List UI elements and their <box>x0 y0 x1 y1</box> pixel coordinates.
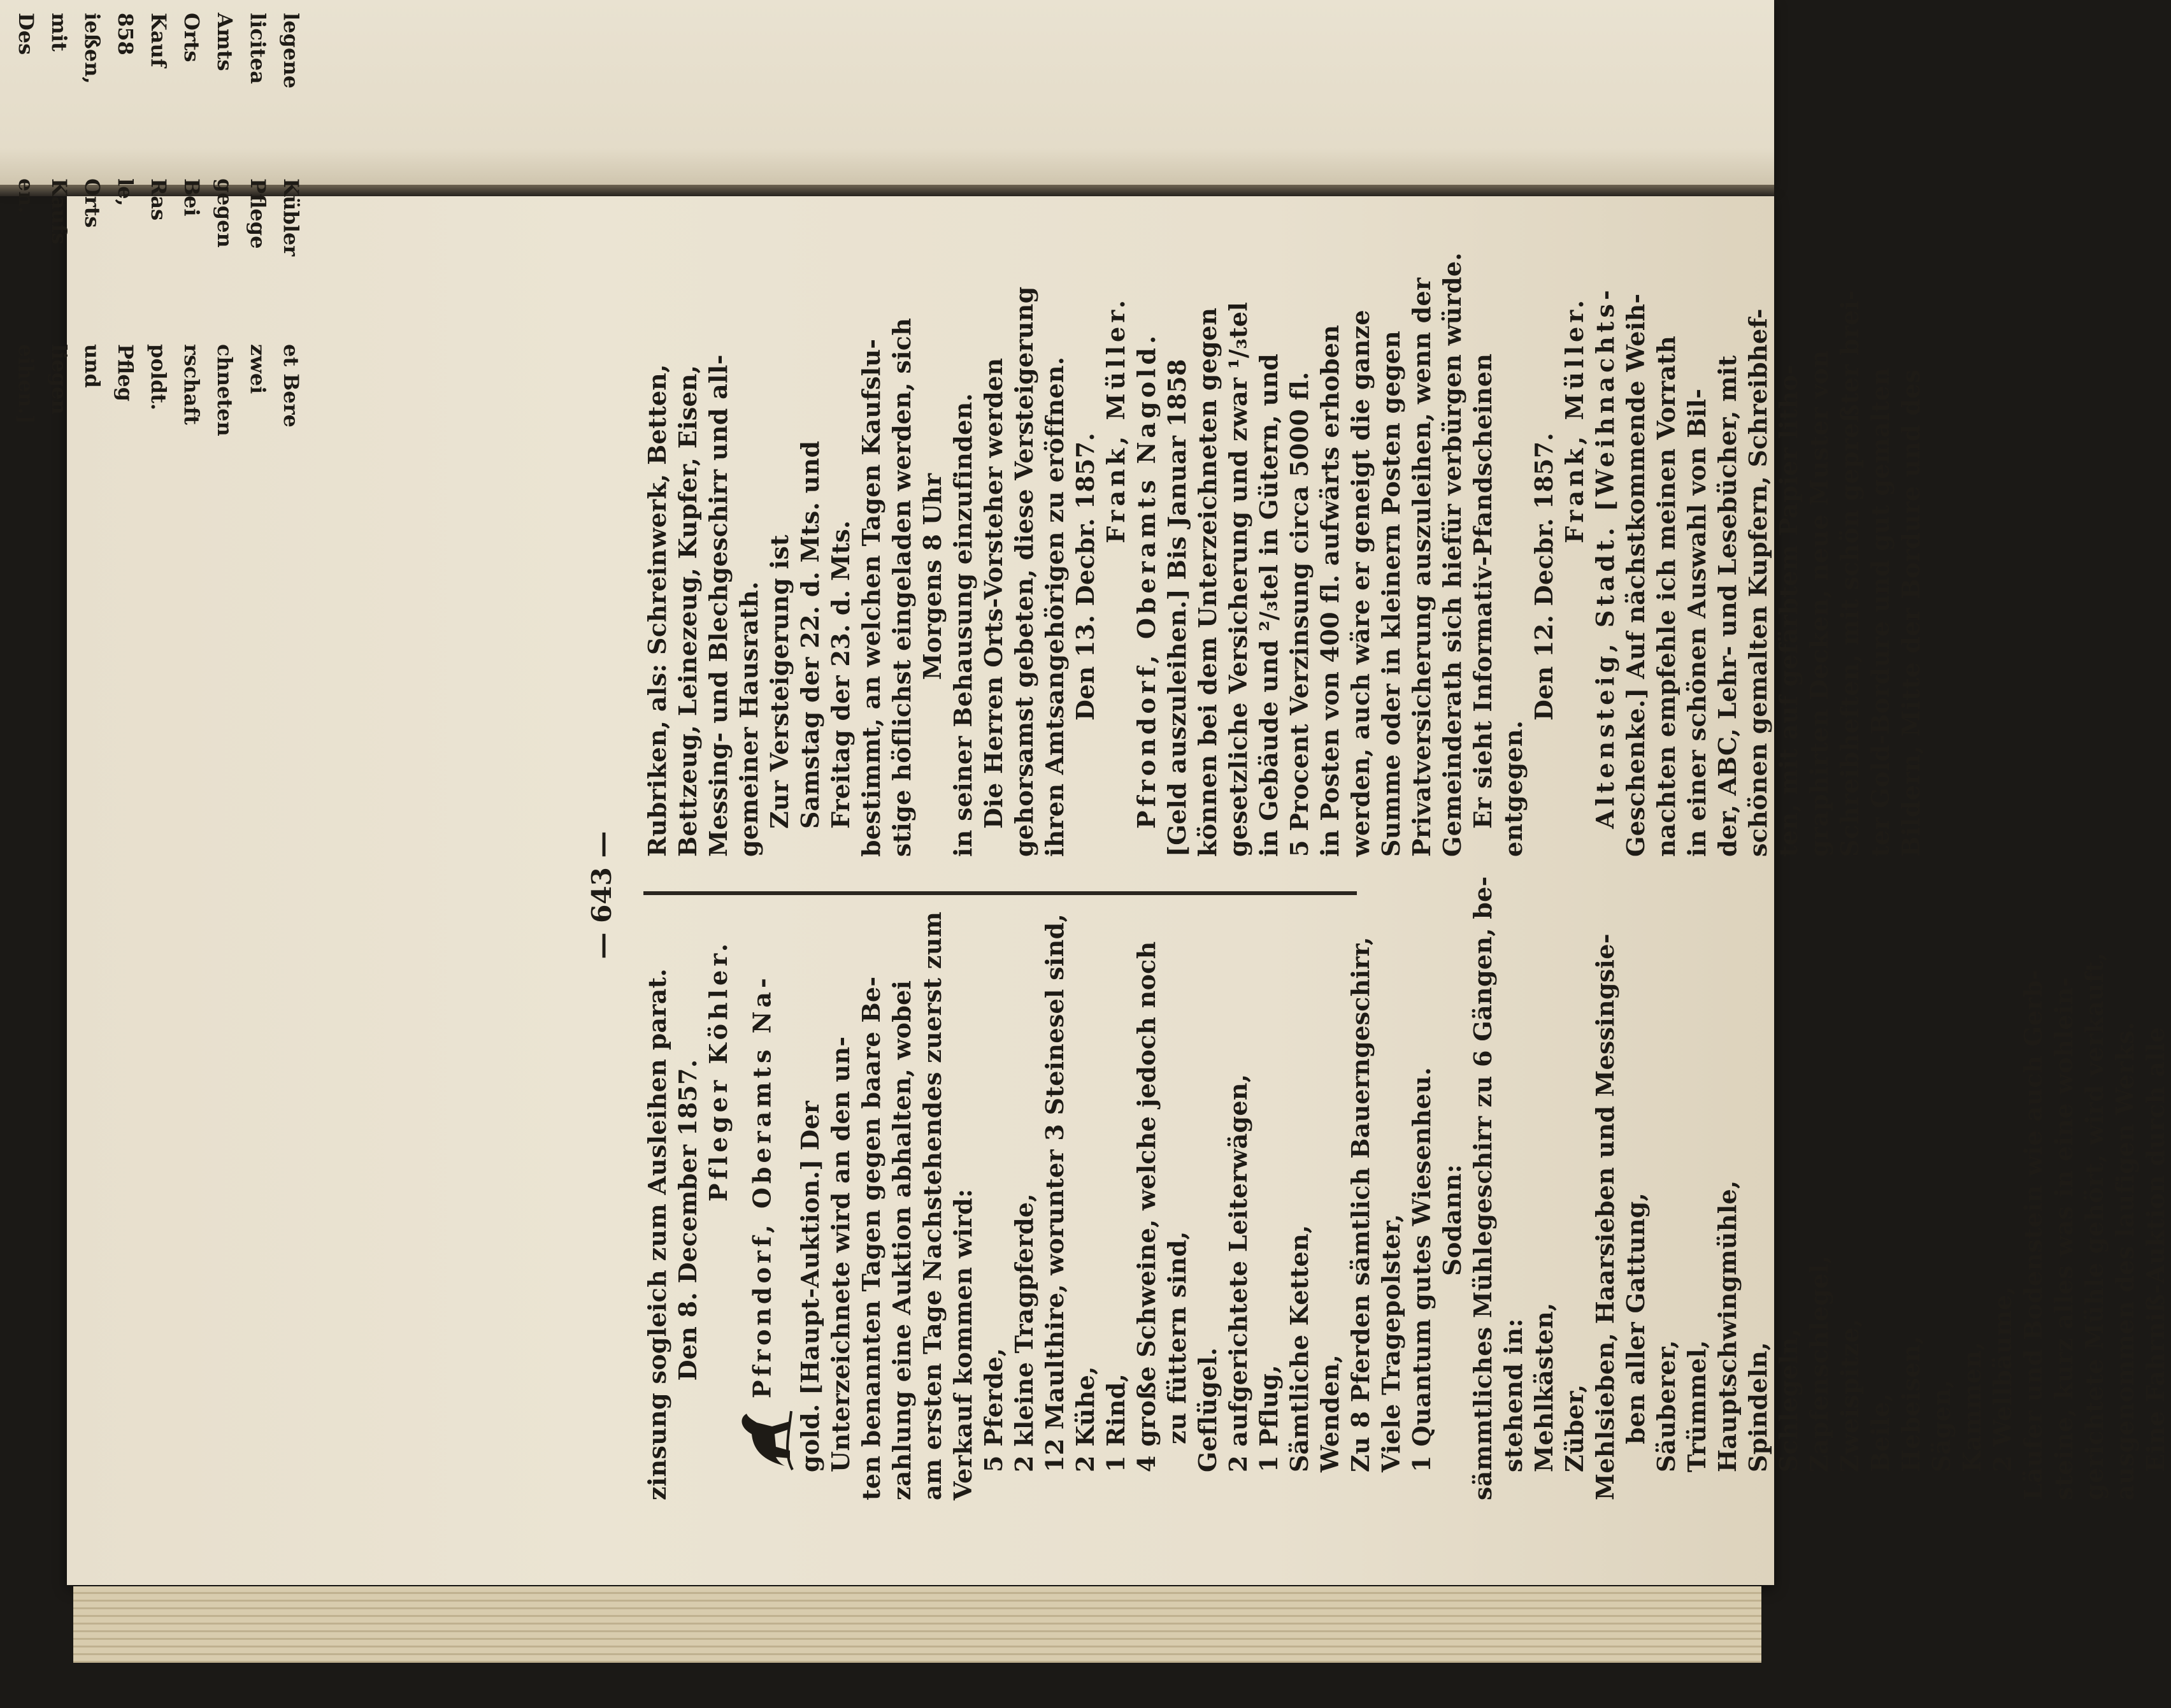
left-column-line: Spindeln, <box>1744 1342 1772 1472</box>
right-column-line: Altensteig, Stadt. [Weihnachts- <box>1591 286 1619 829</box>
facing-page-fragment: Pfleg <box>113 344 138 402</box>
left-column-line: Sodann: <box>1438 1164 1466 1276</box>
facing-page-fragments <box>0 0 303 1708</box>
facing-page-fragment: Bei <box>180 178 204 217</box>
facing-page-fragment: Kauf <box>147 13 171 68</box>
facing-page-fragment: 858 <box>113 13 138 55</box>
left-column-line: 1 Pflug, <box>1254 1365 1283 1472</box>
facing-page-fragment: ießen, <box>80 13 104 84</box>
left-column-line: steine, kurz alles was in eine wohlein- <box>2049 977 2078 1500</box>
page-edges <box>73 1586 1761 1663</box>
left-column-line: Eine Fahrniß-Auktion durch alle <box>2141 1026 2170 1472</box>
page-text <box>567 239 2170 1532</box>
left-column <box>642 876 2171 1500</box>
right-column-line: gehorsamst gebeten, diese Versteigerung <box>1010 286 1038 857</box>
left-column-line: 2 Kühe, <box>1071 1366 1100 1472</box>
facing-page-fragment: Orts <box>80 178 104 228</box>
right-column-line: Bildern, Mitte der Bordure und des <box>1896 369 1925 857</box>
page-number: — 643 — <box>586 831 617 959</box>
right-column-line: schönen gemalten Kupfern, Schreibhef- <box>1744 308 1772 857</box>
right-column-line: Geschenke.] Auf nächstkommende Weih- <box>1621 293 1650 857</box>
right-column-line: Privatversicherung auszuleihen, wenn der <box>1407 277 1436 857</box>
left-column-line: Hauptschwingmühle, <box>1713 1180 1742 1472</box>
left-column-line: 1 Rind, <box>1101 1373 1130 1472</box>
left-column-line: gerichtete Mühle gehört, wird verkauft, <box>2080 952 2109 1500</box>
right-column-line: Zur Versteigerung ist <box>765 535 794 829</box>
left-column-line: Hebeisen, <box>1896 1335 1925 1472</box>
facing-page-fragment: Des <box>14 13 38 55</box>
left-column-line: Zweispitze, <box>1835 1318 1864 1472</box>
left-column-line: Sägen, <box>1927 1379 1956 1472</box>
facing-page-fragment: Ras <box>147 178 171 221</box>
left-column-line: sämmtliches Mühlegeschirr zu 6 Gängen, be- <box>1468 876 1497 1500</box>
right-column-line: Frank, Müller. <box>1560 296 1589 543</box>
left-column-line: Den 8. December 1857. <box>673 1059 702 1381</box>
left-column-line: Pfrondorf, Oberamts Na- <box>734 940 795 1500</box>
left-column-line: zahlung eine Auktion abhalten, wobei <box>887 980 916 1500</box>
left-column-line: 5 Pferde, <box>979 1347 1008 1472</box>
left-column-line: am ersten Tage Nachstehendes zuerst zum <box>918 911 947 1500</box>
facing-page-fragment: gegen <box>213 178 237 248</box>
right-column-line: Rubriken, als: Schreinwerk, Betten, <box>643 364 671 857</box>
right-column-line: Frank, Müller. <box>1101 296 1130 543</box>
left-column-line: Wenden, <box>1315 1354 1344 1472</box>
left-column-line: 4 große Schweine, welche jedoch noch <box>1132 941 1161 1472</box>
left-column-line: Trümmel, <box>1682 1340 1711 1472</box>
facing-page-fragment: licitea <box>246 13 270 84</box>
right-column-line: ter Gold-Bordure und gut gemalten <box>1866 368 1895 857</box>
left-column-line: Geflügel. <box>1193 1347 1222 1472</box>
left-column-line: Zu 8 Pferden sämtlich Bauerngeschirr, <box>1346 937 1375 1472</box>
facing-page-fragment: Kübler <box>279 178 303 257</box>
right-column-line: stige höflichst eingeladen werden, sich <box>887 317 916 857</box>
right-column-line: können bei dem Unterzeichneten gegen <box>1193 307 1222 857</box>
column-rule <box>643 891 1357 895</box>
facing-page-fragment: poldt. <box>147 344 171 411</box>
left-column-line: 2 kleine Tragpferde, <box>1010 1193 1038 1472</box>
right-column-line: gemeiner Hausrath. <box>734 581 763 857</box>
right-column-line: Freitag der 23. d. Mts. <box>826 520 855 829</box>
left-column-line: Unterzeichnete wird an den un- <box>826 1036 855 1472</box>
right-column <box>642 252 1926 857</box>
left-column-line: Mehlkästen, <box>1530 1302 1558 1472</box>
right-column-line: Gemeinderath sich hiefür verbürgen würde. <box>1438 252 1466 857</box>
facing-page-fragment: eihen.] <box>14 344 38 424</box>
left-column-line: Sämtliche Ketten, <box>1285 1224 1314 1472</box>
left-column-line: stehend in: <box>1499 1318 1528 1472</box>
facing-page-fragment: zwei <box>246 344 270 394</box>
horse-emblem-icon <box>734 1409 795 1472</box>
left-column-line: 2 aufgerichtete Leiterwägen, <box>1224 1073 1252 1472</box>
facing-page-text <box>815 0 1007 185</box>
right-column-line: Pfrondorf, Oberamts Nagold. <box>1132 331 1161 829</box>
right-column-line: bestimmt, an welchen Tagen Kaufslu- <box>857 338 885 857</box>
left-column-line: zu füttern sind, <box>1163 1231 1191 1444</box>
facing-page-fragment: Orts <box>180 13 204 62</box>
left-column-line: Viele Tragepolster, <box>1377 1214 1405 1472</box>
facing-page-fragment: Pflege <box>246 178 270 249</box>
right-column-line: Er sieht Informativ-Pfandscheinen <box>1468 353 1497 829</box>
left-column-line: Läufer und Bodenstein wie auch Gerb- <box>2019 970 2047 1500</box>
facing-page-fragment: le, <box>113 178 138 206</box>
right-column-line: in Posten von 400 fl. aufwärts erhoben <box>1315 324 1344 857</box>
left-column-line: 1 Quantum gutes Wiesenheu. <box>1407 1066 1436 1472</box>
right-column-line: 5 Procent Verzinsung circa 5000 fl. <box>1285 371 1314 857</box>
facing-page-fragment: mit <box>47 13 71 52</box>
left-column-line: Pfleger Köhler. <box>704 940 733 1202</box>
right-column-line: Summe oder in kleinern Posten gegen <box>1377 330 1405 857</box>
right-column-line: nachten empfehle ich meinen Vorrath <box>1652 335 1680 857</box>
right-column-line: Morgens 8 Uhr <box>918 473 947 680</box>
facing-page-fragment: rschaft <box>180 344 204 425</box>
right-column-line: Den 13. Decbr. 1857. <box>1071 432 1100 721</box>
right-column-line: in seiner Behausung einzufinden. <box>949 392 977 857</box>
left-column-line: Beile, <box>1866 1393 1895 1472</box>
right-column-line: Den 12. Decbr. 1857. <box>1530 432 1558 721</box>
right-column-line: Schreibheften, mit schön gepreßter brei- <box>1835 290 1864 857</box>
right-column-line: gesetzliche Versicherung und zwar ¹/₃tel <box>1224 301 1252 857</box>
right-column-line: ihren Amtsangehörigen zu eröffnen. <box>1040 356 1069 857</box>
right-column-line: Bettzeug, Leinezeug, Kupfer, Eisen, <box>673 364 702 857</box>
left-column-line: 12 Maulthire, worunter 3 Steinesel sind, <box>1040 913 1069 1472</box>
left-column-line: Züber, <box>1560 1384 1589 1472</box>
facing-page-fragment: chneten <box>213 344 237 436</box>
right-column-line: Samstag der 22. d. Mts. und <box>796 440 824 829</box>
right-column-line: [Geld auszuleihen.] Bis Januar 1858 <box>1163 359 1191 857</box>
left-column-line: Schlegeln, <box>1774 1328 1803 1472</box>
facing-page-fragment: et Bere <box>279 344 303 427</box>
facing-page-fragment: en. <box>14 178 38 213</box>
facing-page-fragment: und <box>80 344 104 388</box>
left-column-line: ausgenommen des laufigen Werks. <box>2110 1021 2139 1500</box>
left-column-line: ben aller Gattung, <box>1621 1192 1650 1444</box>
left-column-line: Säuberer, <box>1652 1340 1680 1472</box>
left-column-line: Kammen, <box>1958 1341 1986 1472</box>
left-column-line: Mehlsieben, Haarsieben und Messingsie- <box>1591 933 1619 1500</box>
facing-page-fragment: Amts <box>213 13 237 71</box>
facing-page-fragment: legene <box>279 13 303 89</box>
right-column-line: ten, mit auf gefärbtem Papier litho- <box>1774 364 1803 857</box>
facing-page-fragment: Kaufs <box>47 178 71 245</box>
left-column-line: zinsung sogleich zum Ausleihen parat. <box>643 968 671 1500</box>
right-column-line: graphirten Decken, neue Muster von <box>1805 350 1833 857</box>
left-column-line: Zapfenschlegel, <box>1805 1255 1833 1472</box>
left-column-line: Verkauf kommen wird: <box>949 1188 977 1500</box>
right-column-line: Die Herren Orts-Vorsteher werden <box>979 357 1008 829</box>
left-column-line: 2 Wellbäume, <box>1988 1286 2017 1472</box>
left-column-line: ten benannten Tagen gegen baare Be- <box>857 976 885 1500</box>
right-column-line: werden, auch wäre er geneigt die ganze <box>1346 310 1375 857</box>
right-column-line: der, ABC, Lehr- und Lesebücher, mit <box>1713 355 1742 857</box>
left-column-line: gold. [Haupt-Auktion.] Der <box>796 1100 824 1472</box>
right-column-line: entgegen. <box>1499 720 1528 857</box>
right-column-line: in Gebäude und ²/₃tel in Gütern, und <box>1254 353 1283 857</box>
facing-page-fragment: liegen <box>47 344 71 415</box>
right-column-line: in einer schönen Auswahl von Bil- <box>1682 388 1711 857</box>
right-column-line: Messing- und Blechgeschirr und all- <box>704 354 733 857</box>
